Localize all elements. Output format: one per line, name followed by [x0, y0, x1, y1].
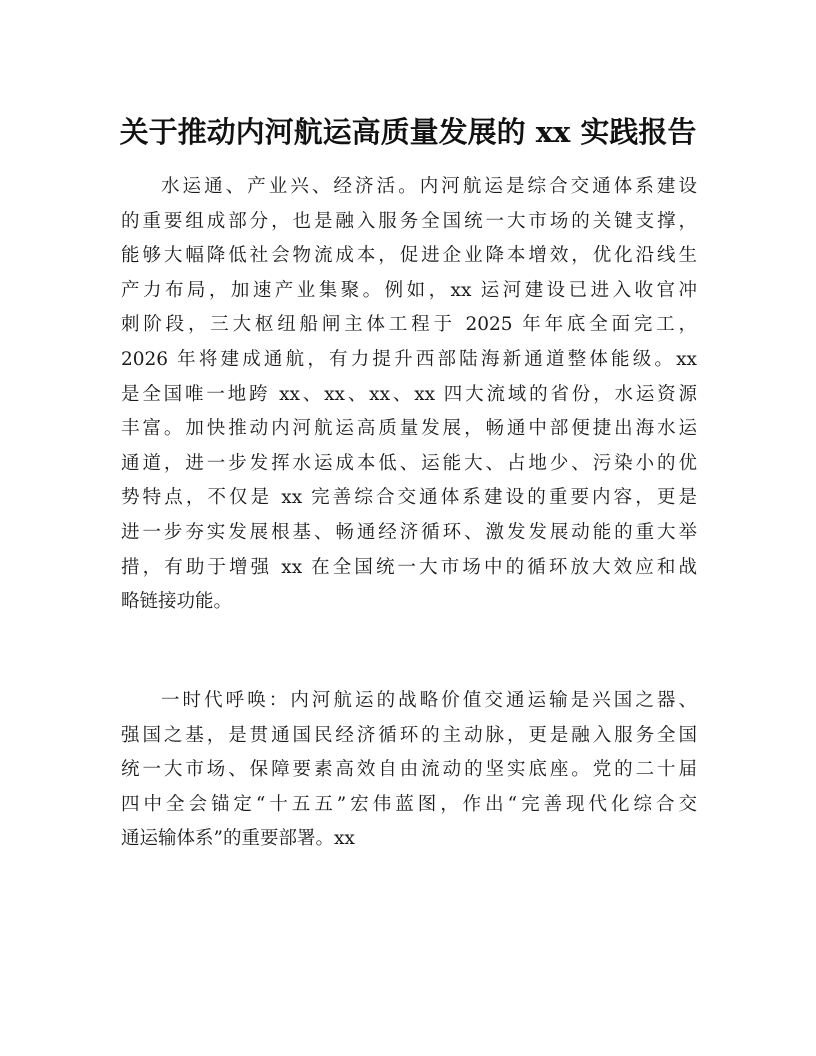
paragraph-line: 措，有助于增强 xx 在全国统一大市场中的循环放大效应和战 — [121, 556, 697, 578]
paragraph-line: 的重要组成部分，也是融入服务全国统一大市场的关键支撑， — [121, 210, 697, 232]
paragraph-2 — [121, 684, 697, 857]
paragraph-line: 能够大幅降低社会物流成本，促进企业降本增效，优化沿线生 — [121, 245, 697, 267]
paragraph-line: 通道，进一步发挥水运成本低、运能大、占地少、污染小的优 — [121, 452, 697, 474]
paragraph-line: 进一步夯实发展根基、畅通经济循环、激发发展动能的重大举 — [121, 521, 697, 543]
paragraph-line: 丰富。加快推动内河航运高质量发展，畅通中部便捷出海水运 — [121, 418, 697, 440]
paragraph-line: 统一大市场、保障要素高效自由流动的坚实底座。党的二十届 — [121, 759, 697, 781]
paragraph-1 — [121, 170, 697, 620]
paragraph-line: 刺阶段，三大枢纽船闸主体工程于 2025 年年底全面完工， — [121, 314, 697, 336]
paragraph-line: 通运输体系”的重要部署。xx — [121, 828, 355, 850]
paragraph-line: 强国之基，是贯通国民经济循环的主动脉，更是融入服务全国 — [121, 724, 697, 746]
paragraph-line: 水运通、产业兴、经济活。内河航运是综合交通体系建设 — [161, 176, 697, 197]
paragraph-line: 势特点，不仅是 xx 完善综合交通体系建设的重要内容，更是 — [121, 487, 697, 509]
paragraph-line: 是全国唯一地跨 xx、xx、xx、xx 四大流域的省份，水运资源 — [121, 383, 697, 405]
document-title: 关于推动内河航运高质量发展的 xx 实践报告 — [119, 115, 697, 149]
paragraph-line: 四中全会锚定“十五五”宏伟蓝图，作出“完善现代化综合交 — [121, 793, 697, 815]
paragraph-line: 略链接功能。 — [121, 591, 233, 613]
paragraph-line: 一时代呼唤：内河航运的战略价值交通运输是兴国之器、 — [161, 690, 697, 711]
paragraph-line: 2026 年将建成通航，有力提升西部陆海新通道整体能级。xx — [121, 348, 697, 370]
paragraph-line: 产力布局，加速产业集聚。例如，xx 运河建设已进入收官冲 — [121, 279, 697, 301]
